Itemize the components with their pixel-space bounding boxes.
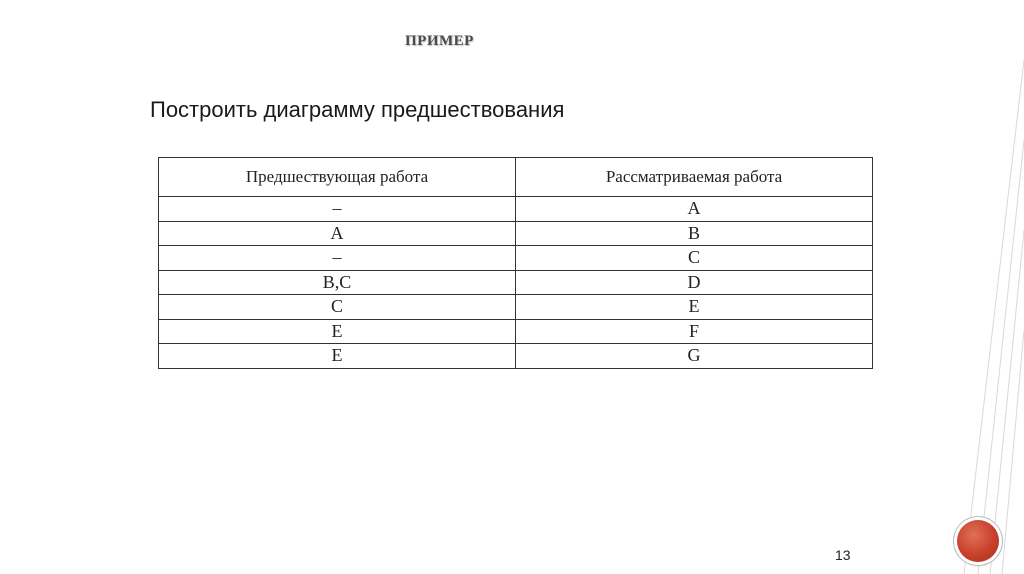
slide-title: ПРИМЕР: [405, 33, 474, 49]
activity-cell: E: [516, 295, 873, 320]
predecessor-cell: A: [159, 221, 516, 246]
page-number: 13: [835, 547, 851, 563]
task-text: Построить диаграмму предшествования: [150, 97, 565, 122]
predecessor-cell: –: [159, 197, 516, 222]
activity-cell: B: [516, 221, 873, 246]
table-row: [159, 344, 873, 369]
table-row: [159, 197, 873, 222]
table-row: [159, 319, 873, 344]
predecessor-cell: E: [159, 319, 516, 344]
predecessor-cell: E: [159, 344, 516, 369]
activity-cell: F: [516, 319, 873, 344]
activity-cell: D: [516, 270, 873, 295]
table-row: [159, 246, 873, 271]
predecessor-cell: C: [159, 295, 516, 320]
predecessor-cell: –: [159, 246, 516, 271]
table-row: [159, 221, 873, 246]
table-row: [159, 295, 873, 320]
activity-cell: G: [516, 344, 873, 369]
precedence-table: [158, 157, 873, 369]
table-row: [159, 270, 873, 295]
column-header-activity: Рассматриваемая работа: [516, 158, 873, 197]
column-header-predecessor: Предшествующая работа: [159, 158, 516, 197]
activity-cell: C: [516, 246, 873, 271]
predecessor-cell: B,C: [159, 270, 516, 295]
circle-nav-icon[interactable]: [957, 520, 999, 562]
activity-cell: A: [516, 197, 873, 222]
table-header-row: [159, 158, 873, 197]
